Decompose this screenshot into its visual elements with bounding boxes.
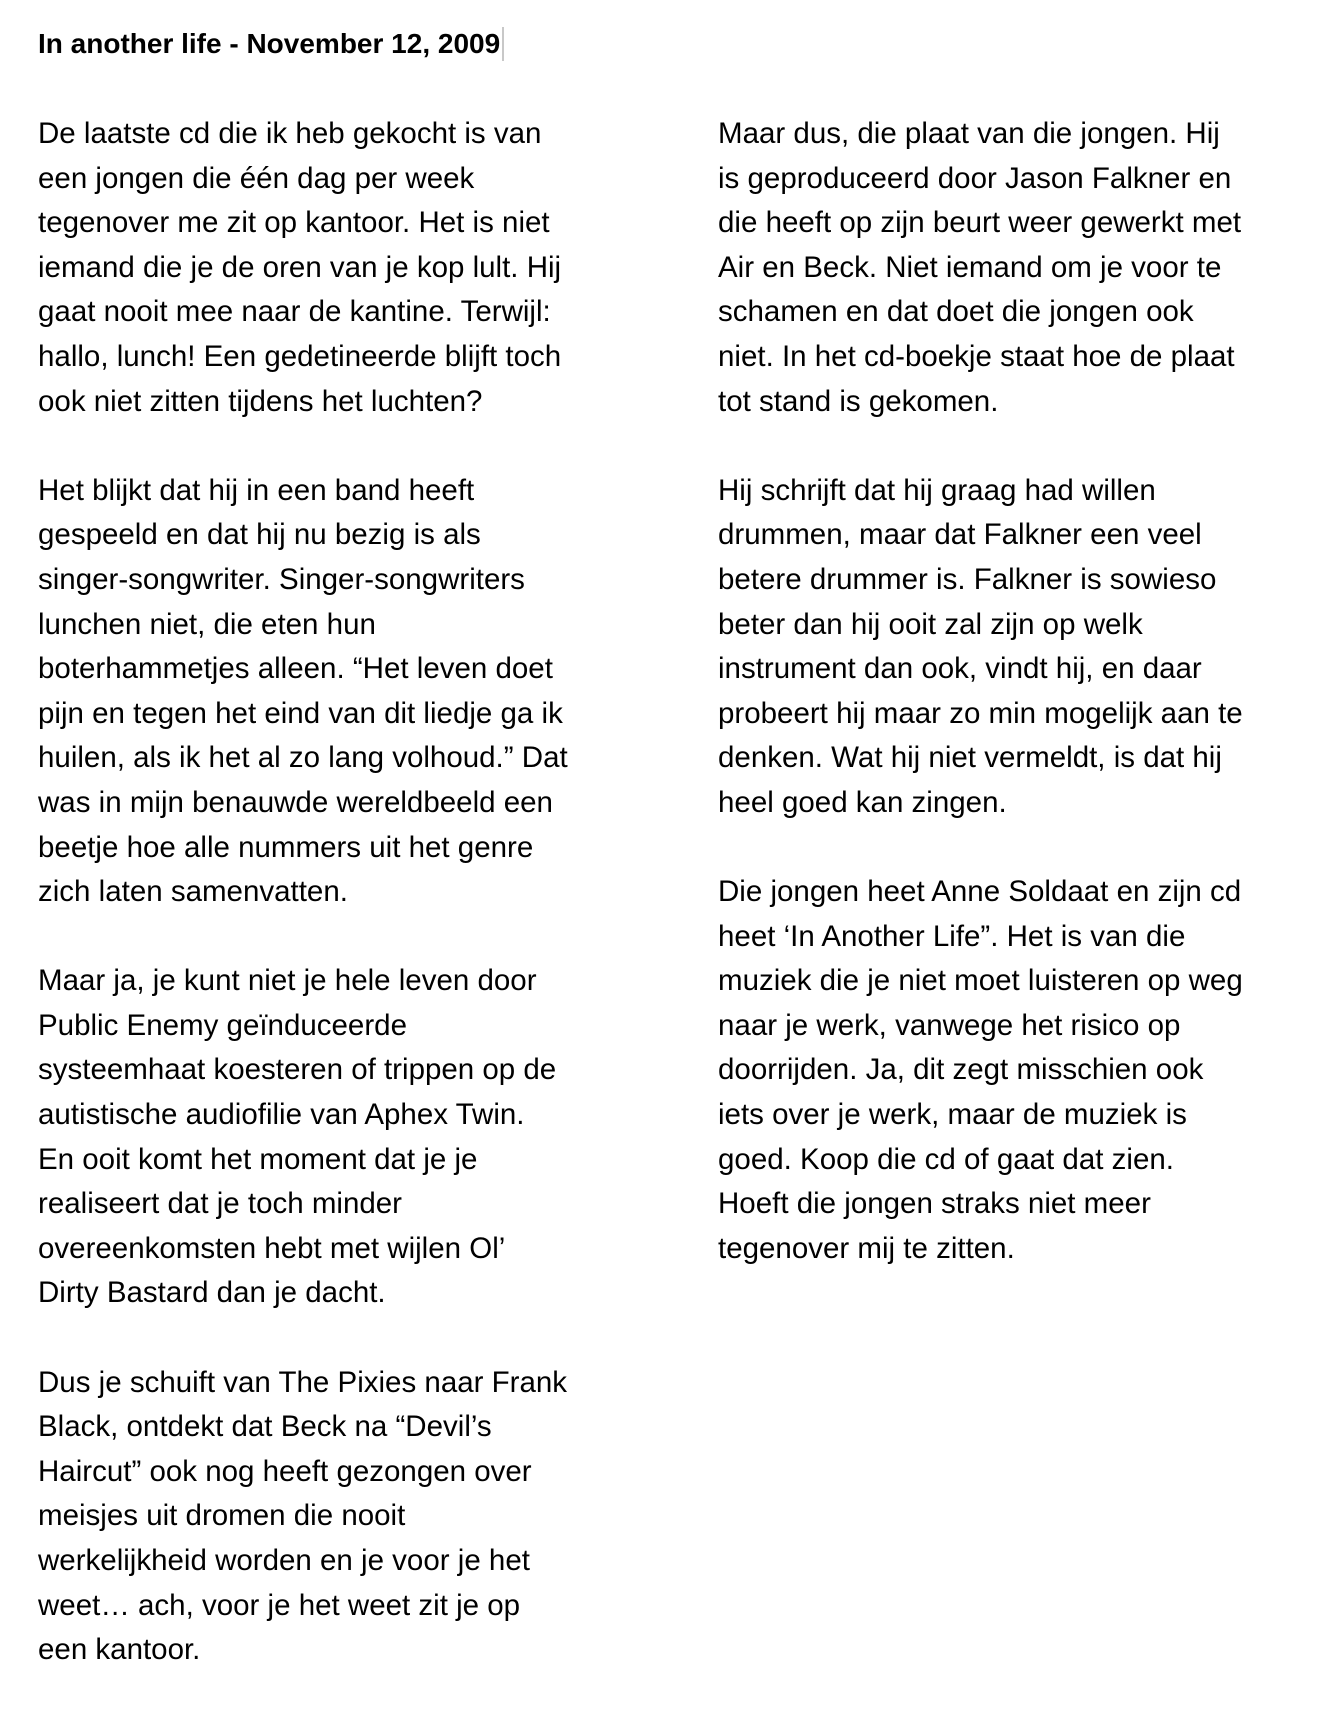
text-line: Hoeft die jongen straks niet meer [718, 1187, 1151, 1221]
text-line: is geproduceerd door Jason Falkner en [718, 161, 1232, 195]
paragraph [38, 1361, 628, 1673]
text-line: En ooit komt het moment dat je je [38, 1142, 478, 1176]
text-line: Haircut” ook nog heeft gezongen over [38, 1454, 532, 1488]
text-line: singer-songwriter. Singer-songwriters [38, 562, 525, 596]
text-line: systeemhaat koesteren of trippen op de [38, 1053, 557, 1087]
text-line: autistische audiofilie van Aphex Twin. [38, 1098, 525, 1132]
paragraph [38, 469, 628, 915]
text-line: een jongen die één dag per week [38, 161, 475, 195]
text-line: die heeft op zijn beurt weer gewerkt met [718, 206, 1242, 240]
document-title[interactable]: In another life - November 12, 2009 [38, 28, 501, 59]
text-line: een kantoor. [38, 1633, 201, 1667]
text-line: huilen, als ik het al zo lang volhoud.” Dat [38, 741, 568, 775]
text-line: De laatste cd die ik heb gekocht is van [38, 117, 542, 150]
text-line: Het blijkt dat hij in een band heeft [38, 473, 475, 507]
paragraph [718, 469, 1308, 826]
text-line: doorrijden. Ja, dit zegt misschien ook [718, 1053, 1204, 1087]
text-line: beetje hoe alle nummers uit het genre [38, 830, 534, 864]
text-line: gaat nooit mee naar de kantine. Terwijl: [38, 295, 551, 329]
text-line: realiseert dat je toch minder [38, 1187, 403, 1221]
text-line: naar je werk, vanwege het risico op [718, 1008, 1181, 1042]
text-line: probeert hij maar zo min mogelijk aan te [718, 696, 1243, 730]
text-line: weet… ach, voor je het weet zit je op [38, 1588, 521, 1622]
text-line: iets over je werk, maar de muziek is [718, 1098, 1187, 1132]
text-line: drummen, maar dat Falkner een veel [718, 518, 1202, 552]
text-line: zich laten samenvatten. [38, 875, 348, 909]
title-row [38, 22, 1298, 66]
paragraph [38, 112, 628, 424]
text-cursor [502, 27, 504, 61]
text-line: instrument dan ook, vindt hij, en daar [718, 652, 1202, 686]
paragraph [718, 870, 1308, 1271]
text-line: Black, ontdekt dat Beck na “Devil’s [38, 1410, 492, 1444]
text-line: Air en Beck. Niet iemand om je voor te [718, 250, 1222, 284]
text-line: muziek die je niet moet luisteren op weg [718, 964, 1243, 998]
text-line: Dirty Bastard dan je dacht. [38, 1276, 386, 1310]
paragraph [38, 959, 628, 1316]
text-line: boterhammetjes alleen. “Het leven doet [38, 652, 553, 686]
column-right [718, 112, 1308, 1316]
text-line: overeenkomsten hebt met wijlen Ol’ [38, 1231, 506, 1265]
text-line: tegenover me zit op kantoor. Het is niet [38, 206, 550, 240]
paragraph [718, 112, 1308, 424]
text-line: heet ‘In Another Life”. Het is van die [718, 919, 1186, 953]
text-line: Public Enemy geïnduceerde [38, 1008, 407, 1042]
text-line: tegenover mij te zitten. [718, 1231, 1015, 1265]
text-line: was in mijn benauwde wereldbeeld een [38, 785, 553, 819]
document [38, 22, 1298, 1667]
text-line: iemand die je de oren van je kop lult. Hij [38, 250, 562, 284]
text-line: werkelijkheid worden en je voor je het [38, 1544, 530, 1577]
text-line: schamen en dat doet die jongen ook [718, 295, 1194, 329]
text-line: beter dan hij ooit zal zijn op welk [718, 607, 1143, 641]
text-line: gespeeld en dat hij nu bezig is als [38, 518, 481, 552]
text-line: Maar dus, die plaat van die jongen. Hij [718, 117, 1220, 150]
text-line: Maar ja, je kunt niet je hele leven door [38, 964, 537, 998]
text-line: lunchen niet, die eten hun [38, 607, 376, 641]
text-line: Dus je schuift van The Pixies naar Frank [38, 1365, 568, 1399]
text-line: tot stand is gekomen. [718, 384, 999, 418]
text-line: meisjes uit dromen die nooit [38, 1499, 406, 1533]
text-line: denken. Wat hij niet vermeldt, is dat hij [718, 741, 1222, 775]
text-line: Die jongen heet Anne Soldaat en zijn cd [718, 875, 1242, 909]
text-line: goed. Koop die cd of gaat dat zien. [718, 1142, 1174, 1176]
text-line: Hij schrijft dat hij graag had willen [718, 473, 1156, 507]
text-line: ook niet zitten tijdens het luchten? [38, 384, 483, 418]
text-line: heel goed kan zingen. [718, 785, 1007, 819]
text-line: hallo, lunch! Een gedetineerde blijft toch [38, 339, 562, 373]
text-line: pijn en tegen het eind van dit liedje ga ik [38, 696, 563, 730]
text-line: niet. In het cd-boekje staat hoe de plaat [718, 339, 1235, 373]
column-left [38, 112, 628, 1717]
text-line: betere drummer is. Falkner is sowieso [718, 562, 1217, 596]
